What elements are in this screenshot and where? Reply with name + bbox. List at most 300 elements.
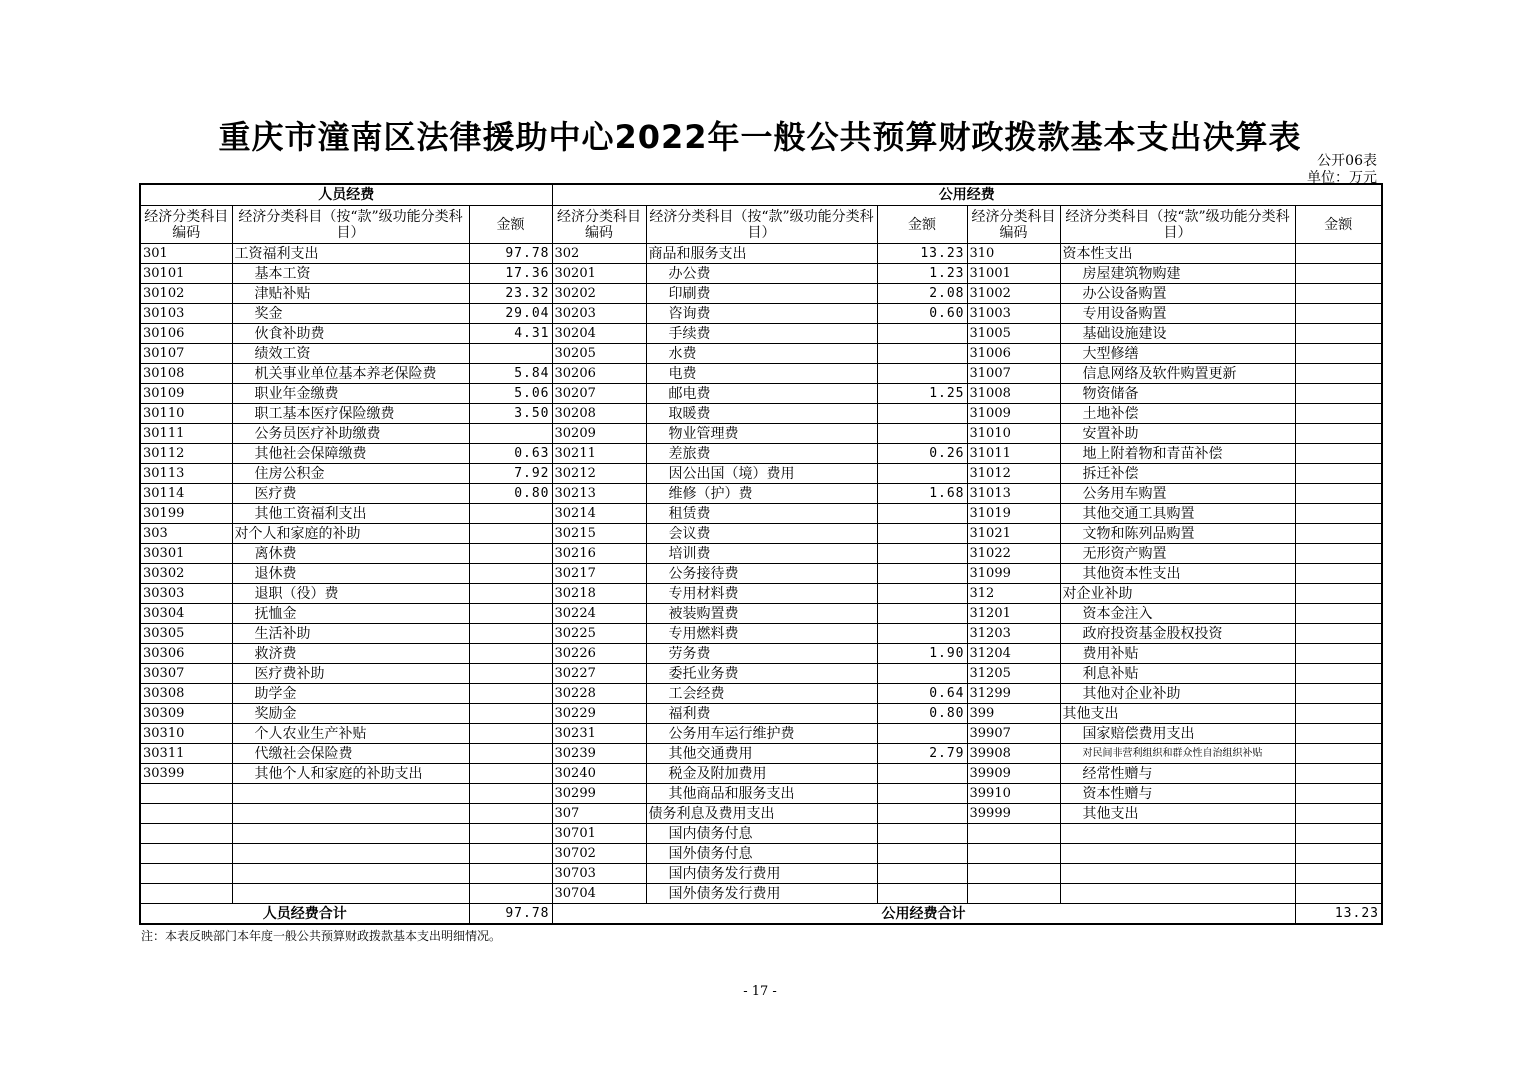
expenditure-table <box>139 183 1383 925</box>
amount-cell <box>1295 284 1382 304</box>
code-cell: 30215 <box>552 524 646 544</box>
code-cell: 30704 <box>552 884 646 904</box>
item-cell: 物资储备 <box>1060 384 1295 404</box>
code-cell: 31022 <box>967 544 1060 564</box>
item-cell: 经常性赠与 <box>1060 764 1295 784</box>
amount-cell <box>469 504 552 524</box>
table-number: 公开06表 <box>1317 153 1377 169</box>
code-cell: 31099 <box>967 564 1060 584</box>
item-cell <box>1060 864 1295 884</box>
amount-cell <box>1295 564 1382 584</box>
amount-cell: 5.84 <box>469 364 552 384</box>
item-cell: 劳务费 <box>646 644 877 664</box>
item-cell: 津贴补贴 <box>232 284 469 304</box>
item-cell: 其他对企业补助 <box>1060 684 1295 704</box>
code-cell: 30109 <box>140 384 232 404</box>
amount-cell <box>1295 344 1382 364</box>
code-cell: 312 <box>967 584 1060 604</box>
amount-cell <box>877 864 967 884</box>
code-cell: 30703 <box>552 864 646 884</box>
code-cell: 30310 <box>140 724 232 744</box>
amount-cell <box>469 664 552 684</box>
code-cell: 30207 <box>552 384 646 404</box>
code-cell: 31205 <box>967 664 1060 684</box>
code-cell: 30701 <box>552 824 646 844</box>
item-cell: 土地补偿 <box>1060 404 1295 424</box>
item-cell: 助学金 <box>232 684 469 704</box>
code-cell: 301 <box>140 244 232 264</box>
item-cell: 对企业补助 <box>1060 584 1295 604</box>
code-cell <box>140 824 232 844</box>
amount-cell <box>877 584 967 604</box>
table-row <box>140 624 1382 644</box>
header-amount: 金额 <box>877 206 967 244</box>
item-cell: 邮电费 <box>646 384 877 404</box>
item-cell: 拆迁补偿 <box>1060 464 1295 484</box>
code-cell: 30224 <box>552 604 646 624</box>
amount-cell: 7.92 <box>469 464 552 484</box>
code-cell: 30101 <box>140 264 232 284</box>
amount-cell <box>469 584 552 604</box>
table-row <box>140 424 1382 444</box>
table-row <box>140 484 1382 504</box>
item-cell: 抚恤金 <box>232 604 469 624</box>
column-header-row <box>140 206 1382 244</box>
table-row <box>140 704 1382 724</box>
code-cell: 30102 <box>140 284 232 304</box>
code-cell: 30108 <box>140 364 232 384</box>
page-number: - 17 - <box>743 984 777 999</box>
amount-cell <box>469 604 552 624</box>
table-row <box>140 684 1382 704</box>
item-cell: 对个人和家庭的补助 <box>232 524 469 544</box>
amount-cell: 0.80 <box>469 484 552 504</box>
amount-cell <box>877 344 967 364</box>
item-cell: 维修（护）费 <box>646 484 877 504</box>
item-cell: 住房公积金 <box>232 464 469 484</box>
amount-cell <box>1295 504 1382 524</box>
amount-cell <box>1295 744 1382 764</box>
code-cell: 30199 <box>140 504 232 524</box>
item-cell: 职业年金缴费 <box>232 384 469 404</box>
code-cell: 30217 <box>552 564 646 584</box>
amount-cell <box>1295 884 1382 904</box>
amount-cell: 3.50 <box>469 404 552 424</box>
item-cell: 退休费 <box>232 564 469 584</box>
item-cell <box>1060 884 1295 904</box>
amount-cell: 0.26 <box>877 444 967 464</box>
table-row <box>140 404 1382 424</box>
amount-cell <box>1295 484 1382 504</box>
amount-cell <box>469 424 552 444</box>
item-cell: 公务用车运行维护费 <box>646 724 877 744</box>
item-cell: 办公设备购置 <box>1060 284 1295 304</box>
amount-cell <box>1295 264 1382 284</box>
amount-cell <box>1295 864 1382 884</box>
code-cell: 30399 <box>140 764 232 784</box>
item-cell: 政府投资基金股权投资 <box>1060 624 1295 644</box>
item-cell: 资本性支出 <box>1060 244 1295 264</box>
table-row <box>140 664 1382 684</box>
code-cell: 30111 <box>140 424 232 444</box>
code-cell: 39909 <box>967 764 1060 784</box>
amount-cell <box>469 684 552 704</box>
code-cell: 31005 <box>967 324 1060 344</box>
public-total-label: 公用经费合计 <box>552 904 1295 925</box>
item-cell: 绩效工资 <box>232 344 469 364</box>
item-cell: 专用设备购置 <box>1060 304 1295 324</box>
code-cell: 39907 <box>967 724 1060 744</box>
item-cell: 退职（役）费 <box>232 584 469 604</box>
footnote: 注：本表反映部门本年度一般公共预算财政拨款基本支出明细情况。 <box>141 929 502 943</box>
amount-cell <box>469 824 552 844</box>
amount-cell <box>877 764 967 784</box>
code-cell <box>140 884 232 904</box>
amount-cell <box>1295 664 1382 684</box>
code-cell: 30204 <box>552 324 646 344</box>
code-cell: 30307 <box>140 664 232 684</box>
item-cell: 离休费 <box>232 544 469 564</box>
code-cell: 30225 <box>552 624 646 644</box>
item-cell: 个人农业生产补贴 <box>232 724 469 744</box>
header-code: 经济分类科目编码 <box>552 206 646 244</box>
amount-cell: 1.25 <box>877 384 967 404</box>
code-cell: 31019 <box>967 504 1060 524</box>
item-cell: 水费 <box>646 344 877 364</box>
amount-cell: 4.31 <box>469 324 552 344</box>
code-cell: 31011 <box>967 444 1060 464</box>
item-cell: 专用燃料费 <box>646 624 877 644</box>
code-cell: 30311 <box>140 744 232 764</box>
code-cell: 30304 <box>140 604 232 624</box>
code-cell: 31007 <box>967 364 1060 384</box>
table-row <box>140 264 1382 284</box>
amount-cell: 0.80 <box>877 704 967 724</box>
item-cell: 被装购置费 <box>646 604 877 624</box>
table-row <box>140 464 1382 484</box>
item-cell: 因公出国（境）费用 <box>646 464 877 484</box>
item-cell: 国外债务付息 <box>646 844 877 864</box>
amount-cell <box>877 784 967 804</box>
code-cell: 30305 <box>140 624 232 644</box>
code-cell <box>967 864 1060 884</box>
code-cell: 30202 <box>552 284 646 304</box>
amount-cell <box>469 704 552 724</box>
amount-cell <box>1295 624 1382 644</box>
table-row <box>140 304 1382 324</box>
item-cell: 福利费 <box>646 704 877 724</box>
header-code: 经济分类科目编码 <box>967 206 1060 244</box>
table-row <box>140 544 1382 564</box>
header-amount: 金额 <box>1295 206 1382 244</box>
code-cell: 39908 <box>967 744 1060 764</box>
item-cell: 代缴社会保险费 <box>232 744 469 764</box>
item-cell: 资本性赠与 <box>1060 784 1295 804</box>
item-cell: 基础设施建设 <box>1060 324 1295 344</box>
code-cell: 30231 <box>552 724 646 744</box>
amount-cell <box>469 724 552 744</box>
item-cell: 税金及附加费用 <box>646 764 877 784</box>
amount-cell <box>1295 424 1382 444</box>
amount-cell <box>877 544 967 564</box>
table-row <box>140 584 1382 604</box>
amount-cell: 1.68 <box>877 484 967 504</box>
code-cell <box>967 844 1060 864</box>
item-cell: 奖金 <box>232 304 469 324</box>
amount-cell: 0.63 <box>469 444 552 464</box>
amount-cell <box>1295 444 1382 464</box>
code-cell: 31201 <box>967 604 1060 624</box>
code-cell: 30226 <box>552 644 646 664</box>
item-cell: 手续费 <box>646 324 877 344</box>
personnel-total-label: 人员经费合计 <box>140 904 469 925</box>
amount-cell <box>469 544 552 564</box>
code-cell: 30299 <box>552 784 646 804</box>
item-cell: 机关事业单位基本养老保险费 <box>232 364 469 384</box>
item-cell <box>232 804 469 824</box>
code-cell: 30112 <box>140 444 232 464</box>
item-cell: 公务员医疗补助缴费 <box>232 424 469 444</box>
item-cell: 基本工资 <box>232 264 469 284</box>
amount-cell: 0.60 <box>877 304 967 324</box>
amount-cell <box>877 504 967 524</box>
amount-cell <box>877 884 967 904</box>
code-cell: 30228 <box>552 684 646 704</box>
code-cell <box>967 824 1060 844</box>
amount-cell <box>469 644 552 664</box>
code-cell: 30240 <box>552 764 646 784</box>
item-cell: 救济费 <box>232 644 469 664</box>
table-row <box>140 564 1382 584</box>
item-cell: 电费 <box>646 364 877 384</box>
amount-cell <box>1295 704 1382 724</box>
header-item: 经济分类科目（按“款”级功能分类科目） <box>646 206 877 244</box>
amount-cell <box>469 844 552 864</box>
code-cell: 30205 <box>552 344 646 364</box>
item-cell: 其他支出 <box>1060 804 1295 824</box>
item-cell: 国家赔偿费用支出 <box>1060 724 1295 744</box>
item-cell: 委托业务费 <box>646 664 877 684</box>
item-cell: 工资福利支出 <box>232 244 469 264</box>
section-public: 公用经费 <box>552 184 1382 206</box>
item-cell: 生活补助 <box>232 624 469 644</box>
amount-cell <box>1295 324 1382 344</box>
code-cell: 31299 <box>967 684 1060 704</box>
amount-cell: 2.08 <box>877 284 967 304</box>
code-cell: 30114 <box>140 484 232 504</box>
amount-cell <box>1295 824 1382 844</box>
code-cell: 31203 <box>967 624 1060 644</box>
amount-cell: 29.04 <box>469 304 552 324</box>
code-cell: 30206 <box>552 364 646 384</box>
amount-cell <box>877 624 967 644</box>
table-row <box>140 344 1382 364</box>
code-cell: 310 <box>967 244 1060 264</box>
code-cell: 30216 <box>552 544 646 564</box>
header-code: 经济分类科目编码 <box>140 206 232 244</box>
table-row <box>140 784 1382 804</box>
code-cell: 30208 <box>552 404 646 424</box>
item-cell: 医疗费 <box>232 484 469 504</box>
item-cell: 其他交通费用 <box>646 744 877 764</box>
code-cell: 31021 <box>967 524 1060 544</box>
table-row <box>140 884 1382 904</box>
code-cell: 302 <box>552 244 646 264</box>
item-cell: 伙食补助费 <box>232 324 469 344</box>
item-cell: 租赁费 <box>646 504 877 524</box>
item-cell: 无形资产购置 <box>1060 544 1295 564</box>
amount-cell <box>877 664 967 684</box>
item-cell <box>1060 824 1295 844</box>
amount-cell: 17.36 <box>469 264 552 284</box>
amount-cell <box>469 344 552 364</box>
item-cell: 国内债务发行费用 <box>646 864 877 884</box>
amount-cell <box>469 624 552 644</box>
amount-cell <box>1295 644 1382 664</box>
amount-cell <box>877 324 967 344</box>
amount-cell <box>877 524 967 544</box>
code-cell: 30203 <box>552 304 646 324</box>
code-cell: 31204 <box>967 644 1060 664</box>
code-cell: 30229 <box>552 704 646 724</box>
amount-cell <box>1295 764 1382 784</box>
amount-cell: 1.23 <box>877 264 967 284</box>
item-cell: 工会经费 <box>646 684 877 704</box>
code-cell: 30201 <box>552 264 646 284</box>
code-cell: 303 <box>140 524 232 544</box>
item-cell: 会议费 <box>646 524 877 544</box>
item-cell: 房屋建筑物购建 <box>1060 264 1295 284</box>
code-cell: 31013 <box>967 484 1060 504</box>
item-cell: 其他社会保障缴费 <box>232 444 469 464</box>
item-cell: 安置补助 <box>1060 424 1295 444</box>
item-cell: 差旅费 <box>646 444 877 464</box>
amount-cell: 97.78 <box>469 244 552 264</box>
page-title: 重庆市潼南区法律援助中心2022年一般公共预算财政拨款基本支出决算表 <box>218 118 1302 156</box>
code-cell: 30306 <box>140 644 232 664</box>
amount-cell: 5.06 <box>469 384 552 404</box>
item-cell: 费用补贴 <box>1060 644 1295 664</box>
code-cell: 31001 <box>967 264 1060 284</box>
code-cell <box>140 784 232 804</box>
amount-cell: 0.64 <box>877 684 967 704</box>
amount-cell <box>469 864 552 884</box>
totals-row <box>140 904 1382 925</box>
table-row <box>140 324 1382 344</box>
amount-cell <box>1295 804 1382 824</box>
code-cell: 307 <box>552 804 646 824</box>
table-row <box>140 244 1382 264</box>
code-cell: 30209 <box>552 424 646 444</box>
item-cell: 其他商品和服务支出 <box>646 784 877 804</box>
code-cell: 30308 <box>140 684 232 704</box>
amount-cell: 13.23 <box>877 244 967 264</box>
table-row <box>140 524 1382 544</box>
amount-cell <box>469 884 552 904</box>
amount-cell <box>877 364 967 384</box>
amount-cell <box>1295 464 1382 484</box>
amount-cell <box>469 744 552 764</box>
code-cell: 30309 <box>140 704 232 724</box>
item-cell: 公务接待费 <box>646 564 877 584</box>
amount-cell: 23.32 <box>469 284 552 304</box>
item-cell: 利息补贴 <box>1060 664 1295 684</box>
amount-cell <box>877 424 967 444</box>
amount-cell <box>469 804 552 824</box>
item-cell: 专用材料费 <box>646 584 877 604</box>
amount-cell <box>1295 544 1382 564</box>
amount-cell <box>877 804 967 824</box>
amount-cell <box>1295 404 1382 424</box>
item-cell: 医疗费补助 <box>232 664 469 684</box>
item-cell: 其他资本性支出 <box>1060 564 1295 584</box>
code-cell: 31010 <box>967 424 1060 444</box>
code-cell: 31008 <box>967 384 1060 404</box>
item-cell <box>232 884 469 904</box>
code-cell: 30113 <box>140 464 232 484</box>
amount-cell <box>1295 784 1382 804</box>
code-cell: 30211 <box>552 444 646 464</box>
code-cell: 399 <box>967 704 1060 724</box>
item-cell: 其他交通工具购置 <box>1060 504 1295 524</box>
item-cell: 其他工资福利支出 <box>232 504 469 524</box>
code-cell <box>967 884 1060 904</box>
code-cell: 30301 <box>140 544 232 564</box>
item-cell: 资本金注入 <box>1060 604 1295 624</box>
code-cell <box>140 804 232 824</box>
code-cell: 30103 <box>140 304 232 324</box>
amount-cell <box>1295 584 1382 604</box>
header-amount: 金额 <box>469 206 552 244</box>
amount-cell: 2.79 <box>877 744 967 764</box>
amount-cell <box>1295 724 1382 744</box>
table-row <box>140 804 1382 824</box>
table-row <box>140 644 1382 664</box>
code-cell: 39999 <box>967 804 1060 824</box>
item-cell: 培训费 <box>646 544 877 564</box>
item-cell: 文物和陈列品购置 <box>1060 524 1295 544</box>
amount-cell <box>469 564 552 584</box>
amount-cell <box>1295 364 1382 384</box>
amount-cell <box>1295 304 1382 324</box>
amount-cell: 1.90 <box>877 644 967 664</box>
code-cell: 30239 <box>552 744 646 764</box>
code-cell <box>140 844 232 864</box>
code-cell: 30218 <box>552 584 646 604</box>
amount-cell <box>469 764 552 784</box>
table-row <box>140 764 1382 784</box>
table-row <box>140 384 1382 404</box>
table-row <box>140 444 1382 464</box>
table-row <box>140 364 1382 384</box>
amount-cell <box>1295 604 1382 624</box>
code-cell: 30214 <box>552 504 646 524</box>
header-item: 经济分类科目（按“款”级功能分类科目） <box>232 206 469 244</box>
code-cell: 30212 <box>552 464 646 484</box>
code-cell: 30107 <box>140 344 232 364</box>
code-cell: 31003 <box>967 304 1060 324</box>
amount-cell <box>877 564 967 584</box>
item-cell <box>232 784 469 804</box>
table-row <box>140 864 1382 884</box>
item-cell: 其他支出 <box>1060 704 1295 724</box>
amount-cell <box>469 784 552 804</box>
amount-cell <box>1295 844 1382 864</box>
code-cell <box>140 864 232 884</box>
item-cell: 取暖费 <box>646 404 877 424</box>
code-cell: 31012 <box>967 464 1060 484</box>
code-cell: 30227 <box>552 664 646 684</box>
